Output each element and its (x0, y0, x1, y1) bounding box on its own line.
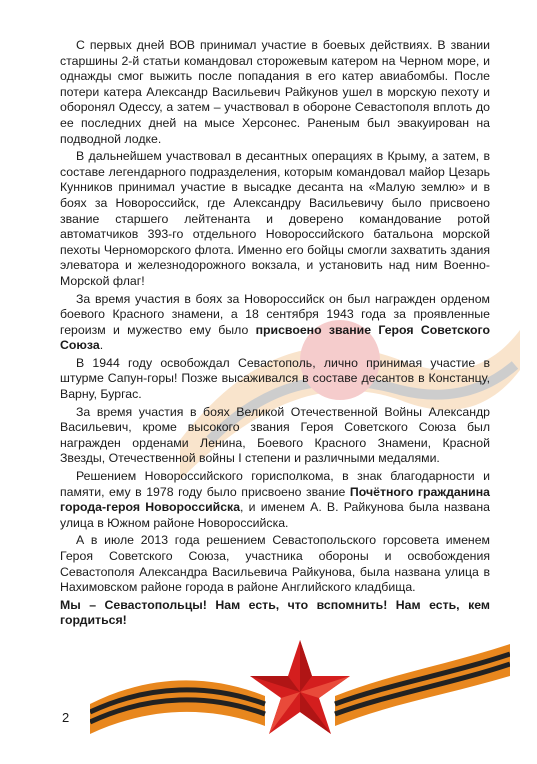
text-run: С первых дней ВОВ принимал участие в боевых действиях. В звании старшины 2-й статьи командовал сторожевым катером на Черном море, и однажды смог выжить после попадания в его катер авиабомбы. После потери катера Александр Васильевич Райкунов ушел в морскую пехоту и оборонял Одессу, а затем – участвовал в обороне Севастополя вплоть до ее последних дней на мысе Херсонес. Раненым был эвакуирован на подводной лодке. (60, 38, 490, 146)
text-run: . (99, 338, 104, 353)
paragraph (60, 292, 490, 354)
paragraph (60, 469, 490, 531)
bold-text: Почётного гражданина города-героя Новороссийска (60, 484, 490, 515)
closing-slogan: Мы – Севастопольцы! Нам есть, что вспомнить! Нам есть, кем гордиться! (60, 597, 490, 628)
text-run: В 1944 году освобождал Севастополь, лично принимая участие в штурме Сапун-горы! Позже высаживался в составе десантов в Констанцу, Варну, Бургас. (60, 355, 490, 402)
page-number: 2 (62, 710, 70, 725)
text-run: За время участия в боях за Новороссийск он был награжден орденом боевого Красного знамени, а 18 сентября 1943 года за проявленные героизм и мужество ему было (60, 291, 490, 337)
paragraph (60, 38, 490, 147)
paragraph (60, 356, 490, 403)
bold-text: присвоено звание Героя Советского Союза (60, 322, 490, 353)
text-run: В дальнейшем участвовал в десантных операциях в Крыму, а затем, в составе легендарного подразделения, которым командовал майор Цезарь Кунников принимал участие в высадке десанта на «Малую землю» и в боях за Новороссийск, где Александру Васильевичу было присвоено звание старшего лейтенанта и доверено командование ротой автоматчиков 393-го отдельного Новороссийского батальона морской пехоты Черноморского флота. Именно его бойцы смогли захватить здания элеватора и железнодорожного вокзала, и установить над ним Военно-Морской флаг! (60, 149, 490, 288)
paragraph (60, 149, 490, 289)
text-run: , и именем А. В. Райкунова была названа улица в Южном районе Новороссийска. (60, 500, 490, 530)
ribbon-star-icon (90, 634, 510, 744)
paragraph (60, 533, 490, 595)
article-body (60, 38, 490, 629)
text-run: Решением Новороссийского горисполкома, в знак благодарности и памяти, ему в 1978 году было присвоено звание (60, 469, 490, 499)
text-run: А в июле 2013 года решением Севастопольского горсовета именем Героя Советского Союза, участника обороны и освобождения Севастополя Александра Васильевича Райкунова, была названа улица в Нахимовском районе города в районе Английского кладбища. (60, 533, 490, 595)
paragraph (60, 405, 490, 467)
text-run: За время участия в боях Великой Отечественной Войны Александр Васильевич, кроме высокого звания Героя Советского Союза был награжден орденами Ленина, Боевого Красного Знамени, Красной Звезды, Отечественной войны I степени и различными медалями. (60, 404, 490, 466)
